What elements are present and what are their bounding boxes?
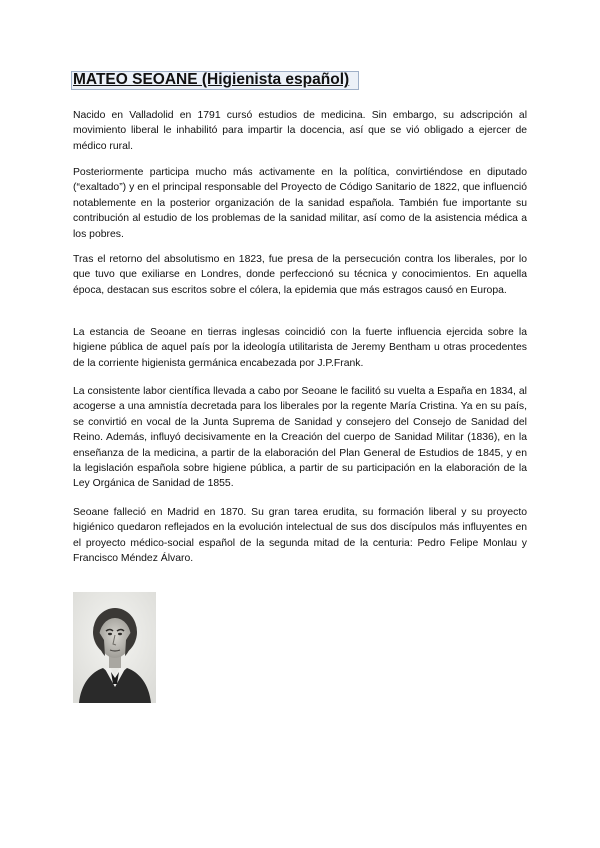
portrait-engraving (73, 592, 156, 703)
paragraph-return-spain: La consistente labor científica llevada a cabo por Seoane le facilitó su vuelta a España en 1834, al acogerse a una amnistía decretada para los liberales por la regente María Cristina. Ya en su país, se convirtió en vocal de la Junta Suprema de Sanidad y consejero del Consejo de Sanidad del Reino. Además, influyó decisivamente en la Creación del cuerpo de Sanidad Militar (1836), en la enseñanza de la medicina, a partir de la elaboración del Plan General de Estudios de 1845, y en la legislación española sobre higiene pública, a partir de su participación en la elaboración de la Ley Orgánica de Sanidad de 1855. (73, 386, 527, 490)
document-title: MATEO SEOANE (Higienista español) (73, 71, 350, 88)
paragraph-birth-education: Nacido en Valladolid en 1791 cursó estudios de medicina. Sin embargo, su adscripción al movimiento liberal le inhabilitó para impartir la docencia, así que se vió obligado a ejercer de médico rural. (73, 110, 527, 152)
paragraph-death-legacy: Seoane falleció en Madrid en 1870. Su gran tarea erudita, su formación liberal y su proyecto higiénico quedaron reflejados en la evolución intelectual de sus dos discípulos más influyentes en el proyecto médico-social español de la segunda mitad de la centuria: Pedro Felipe Monlau y Francisco Méndez Álvaro. (73, 507, 527, 565)
paragraph-exile: Tras el retorno del absolutismo en 1823, fue presa de la persecución contra los liberales, por lo que tuvo que exiliarse en Londres, donde perfeccionó su técnica y conocimientos. En aquella época, destacan sus escritos sobre el cólera, la epidemia que más estragos causó en Europa. (73, 254, 527, 296)
paragraph-england: La estancia de Seoane en tierras inglesas coincidió con la fuerte influencia ejercida sobre la higiene pública de aquel país por la ideología utilitarista de Jeremy Bentham u otras procedentes de la corriente higienista germánica encabezada por J.P.Frank. (73, 327, 527, 369)
portrait-image (73, 592, 156, 703)
paragraph-politics: Posteriormente participa mucho más activamente en la política, convirtiéndose en diputado (“exaltado”) y en el principal responsable del Proyecto de Código Sanitario de 1822, que influenció notablemente en la posterior organización de la sanidad española. También fue importante su contribución al estudio de los problemas de la sanidad militar, así como de la asistencia médica a los pobres. (73, 167, 527, 240)
